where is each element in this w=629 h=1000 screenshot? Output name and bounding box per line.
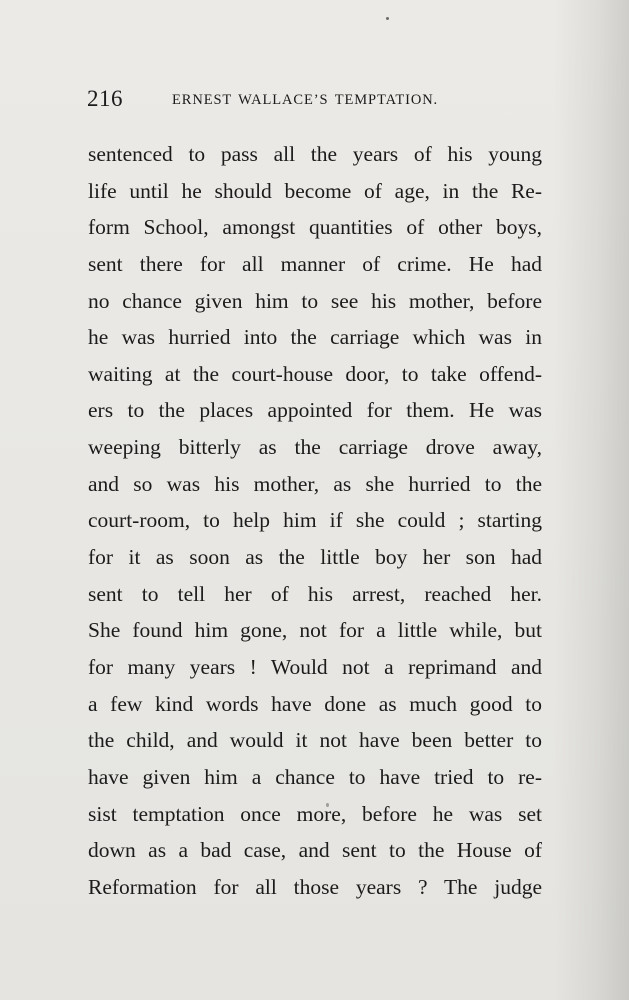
text-line: form School, amongst quantities of other boys, [88,215,542,240]
text-line: the child, and would it not have been better to [88,728,542,753]
text-line: a few kind words have done as much good to [88,691,542,716]
text-line: down as a bad case, and sent to the House of [88,838,542,863]
text-line: no chance given him to see his mother, before [88,288,542,313]
text-line: and so was his mother, as she hurried to the [88,471,542,496]
text-line: sent there for all manner of crime. He had [88,251,542,276]
text-line: court-room, to help him if she could ; starting [88,508,542,533]
text-line: waiting at the court-house door, to take offend- [88,361,542,386]
text-line: he was hurried into the carriage which was in [88,325,542,350]
text-line: for it as soon as the little boy her son had [88,545,542,570]
text-line: for many years ! Would not a reprimand and [88,654,542,679]
text-line: sentenced to pass all the years of his young [88,142,542,166]
text-line: sent to tell her of his arrest, reached her. [88,581,542,606]
text-line: ers to the places appointed for them. He was [88,398,542,423]
text-line: She found him gone, not for a little while, but [88,618,542,643]
ink-speck [386,17,389,20]
text-line: sist temptation once more, before he was set [88,801,542,826]
page-header [87,86,547,116]
text-line: life until he should become of age, in the Re- [88,178,542,203]
text-line: Reformation for all those years ? The judge [88,874,542,899]
running-head: ERNEST WALLACE’S TEMPTATION. [172,92,439,108]
text-line: have given him a chance to have tried to re- [88,764,542,789]
body-text [88,136,542,905]
text-line: weeping bitterly as the carriage drove away, [88,435,542,460]
page-number: 216 [87,86,123,111]
